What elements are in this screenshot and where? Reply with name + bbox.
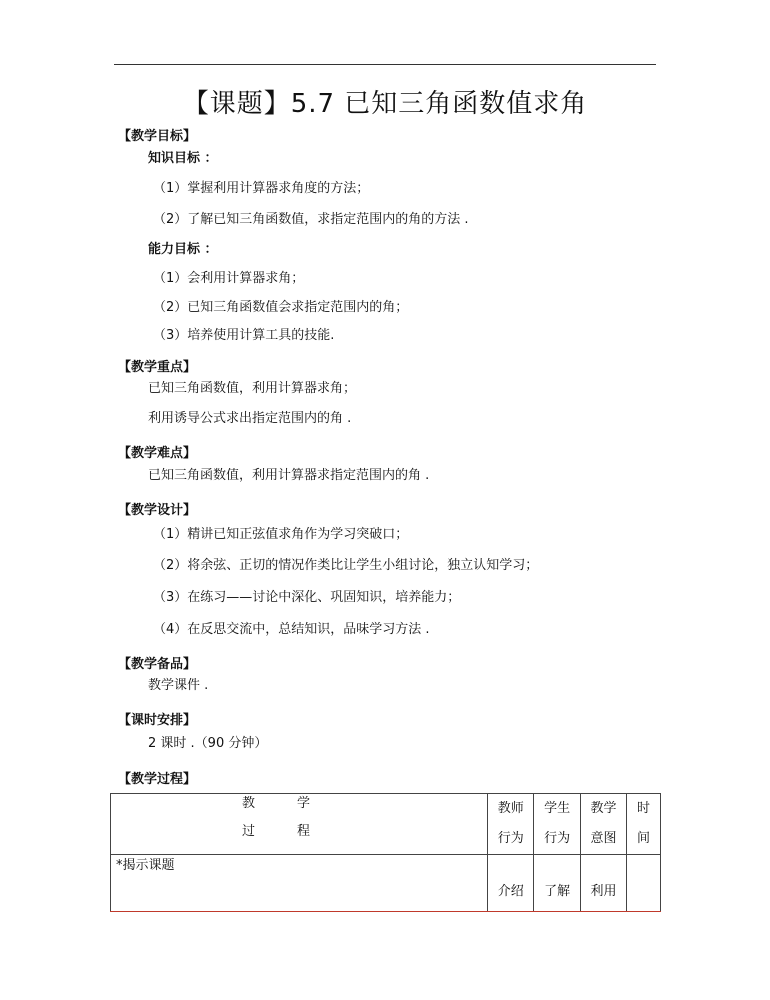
header-char: 教 [242, 796, 256, 811]
design-item: （3）在练习——讨论中深化、巩固知识，培养能力； [153, 590, 461, 605]
header-line: 教师 [497, 801, 524, 816]
key-point-line: 已知三角函数值，利用计算器求角； [148, 381, 357, 396]
key-points-heading: 【教学重点】 [118, 360, 197, 375]
key-point-line: 利用诱导公式求出指定范围内的角 . [148, 411, 352, 426]
schedule-heading: 【课时安排】 [118, 713, 197, 728]
header-line: 意图 [590, 831, 617, 846]
time-cell [627, 855, 661, 912]
teacher-cell [488, 855, 534, 912]
ability-item: （2）已知三角函数值会求指定范围内的角； [153, 300, 409, 315]
header-line: 教学 [590, 801, 617, 816]
design-item: （4）在反思交流中，总结知识，品味学习方法 . [153, 622, 430, 637]
header-line: 行为 [544, 831, 571, 846]
materials-line: 教学课件 . [148, 678, 209, 693]
schedule-line: 2 课时 .（90 分钟） [148, 736, 268, 751]
ability-label: 能力目标 ： [148, 242, 218, 257]
student-value: 了解 [544, 884, 571, 899]
process-heading: 【教学过程】 [118, 772, 197, 787]
ability-item: （3）培养使用计算工具的技能. [153, 328, 335, 343]
student-cell [534, 855, 581, 912]
ability-item: （1）会利用计算器求角； [153, 271, 305, 286]
knowledge-item: （2）了解已知三角函数值，求指定范围内的角的方法 . [153, 212, 469, 227]
intent-value: 利用 [590, 884, 617, 899]
objectives-heading: 【教学目标】 [118, 129, 197, 144]
teacher-header [488, 794, 534, 855]
page-title: 【课题】5.7 已知三角函数值求角 [182, 89, 588, 119]
intent-cell [581, 855, 627, 912]
header-char: 过 [242, 824, 256, 839]
knowledge-label: 知识目标 ： [148, 151, 218, 166]
header-line: 间 [636, 831, 650, 846]
header-line: 时 [636, 801, 650, 816]
knowledge-item: （1）掌握利用计算器求角度的方法； [153, 181, 370, 196]
teacher-value: 介绍 [497, 884, 524, 899]
difficulties-heading: 【教学难点】 [118, 446, 197, 461]
table-row [111, 855, 661, 912]
design-heading: 【教学设计】 [118, 503, 197, 518]
table-header-row [111, 794, 661, 855]
header-char: 学 [297, 796, 311, 811]
difficulty-line: 已知三角函数值，利用计算器求指定范围内的角 . [148, 468, 430, 483]
materials-heading: 【教学备品】 [118, 657, 197, 672]
process-table [110, 793, 661, 912]
time-header [627, 794, 661, 855]
header-line: 行为 [497, 831, 524, 846]
header-rule [114, 64, 656, 65]
intent-header [581, 794, 627, 855]
header-line: 学生 [544, 801, 571, 816]
student-header [534, 794, 581, 855]
header-char: 程 [297, 824, 311, 839]
design-item: （1）精讲已知正弦值求角作为学习突破口； [153, 527, 409, 542]
process-header-cell [111, 794, 488, 855]
process-content-cell [111, 855, 488, 912]
process-content: *揭示课题 [116, 858, 175, 873]
design-item: （2）将余弦、正切的情况作类比让学生小组讨论，独立认知学习； [153, 558, 539, 573]
